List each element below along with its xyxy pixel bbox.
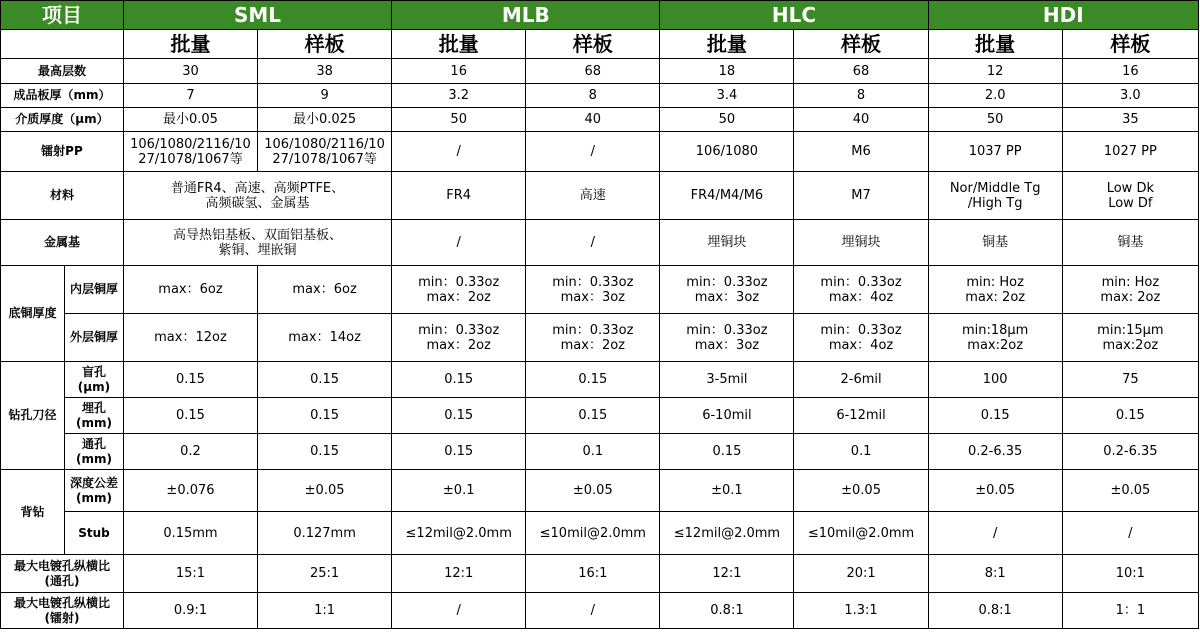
row-label: 材料 xyxy=(1,172,124,220)
table-cell: min：0.33oz max：2oz xyxy=(392,266,526,314)
table-row xyxy=(1,362,1199,398)
table-row xyxy=(1,593,1199,629)
row-label: 最大电镀孔纵横比 (通孔) xyxy=(1,555,124,593)
row-label: 外层铜厚 xyxy=(65,314,124,362)
table-cell: 50 xyxy=(392,108,526,132)
table-cell: 35 xyxy=(1062,108,1198,132)
table-cell: 16 xyxy=(392,59,526,84)
table-cell: 0.15 xyxy=(258,398,392,434)
table-cell: min：0.33oz max：3oz xyxy=(660,314,794,362)
table-row xyxy=(1,314,1199,362)
table-cell: ±0.1 xyxy=(392,470,526,512)
row-label: 介质厚度（μm） xyxy=(1,108,124,132)
table-cell: / xyxy=(526,132,660,172)
table-cell: 铜基 xyxy=(1062,220,1198,266)
table-cell: 106/1080/2116/10 27/1078/1067等 xyxy=(123,132,257,172)
table-cell: 1037 PP xyxy=(928,132,1062,172)
table-cell: 0.15 xyxy=(392,434,526,470)
table-cell: min：0.33oz max：3oz xyxy=(526,266,660,314)
table-cell: ≤10mil@2.0mm xyxy=(794,512,928,555)
group-label: 钻孔刀径 xyxy=(1,362,65,470)
table-cell: 0.15 xyxy=(258,362,392,398)
table-cell: / xyxy=(1062,512,1198,555)
table-cell: max：6oz xyxy=(258,266,392,314)
table-cell: 0.2 xyxy=(123,434,257,470)
table-cell: min：0.33oz max：4oz xyxy=(794,266,928,314)
subheader-sample: 样板 xyxy=(526,30,660,59)
table-cell: FR4 xyxy=(392,172,526,220)
table-cell: Nor/Middle Tg /High Tg xyxy=(928,172,1062,220)
header-sml: SML xyxy=(123,1,391,30)
table-cell: 2.0 xyxy=(928,84,1062,108)
table-cell: 8:1 xyxy=(928,555,1062,593)
table-cell: 0.8:1 xyxy=(660,593,794,629)
header-row xyxy=(1,1,1199,30)
table-cell: 9 xyxy=(258,84,392,108)
table-cell: 7 xyxy=(123,84,257,108)
table-cell: 最小0.05 xyxy=(123,108,257,132)
header-hlc: HLC xyxy=(660,1,928,30)
table-cell: max：12oz xyxy=(123,314,257,362)
table-cell: min：0.33oz max：2oz xyxy=(392,314,526,362)
table-cell: 6-10mil xyxy=(660,398,794,434)
table-cell: 106/1080 xyxy=(660,132,794,172)
table-row xyxy=(1,266,1199,314)
table-cell: min：0.33oz max：2oz xyxy=(526,314,660,362)
table-cell: 0.15mm xyxy=(123,512,257,555)
subheader-batch: 批量 xyxy=(660,30,794,59)
table-row xyxy=(1,398,1199,434)
header-mlb: MLB xyxy=(392,1,660,30)
table-cell: 0.15 xyxy=(928,398,1062,434)
table-cell: 0.127mm xyxy=(258,512,392,555)
table-cell: 高速 xyxy=(526,172,660,220)
table-cell: 2-6mil xyxy=(794,362,928,398)
subheader-sample: 样板 xyxy=(794,30,928,59)
table-cell: Low Dk Low Df xyxy=(1062,172,1198,220)
row-label: 最高层数 xyxy=(1,59,124,84)
table-cell: 0.15 xyxy=(526,398,660,434)
table-cell: 20:1 xyxy=(794,555,928,593)
group-label: 底铜厚度 xyxy=(1,266,65,362)
table-cell: ≤12mil@2.0mm xyxy=(392,512,526,555)
table-row xyxy=(1,220,1199,266)
table-cell: 30 xyxy=(123,59,257,84)
table-cell: min:18μm max:2oz xyxy=(928,314,1062,362)
table-cell: max：6oz xyxy=(123,266,257,314)
table-cell: 38 xyxy=(258,59,392,84)
table-cell: 3.4 xyxy=(660,84,794,108)
table-cell: ±0.076 xyxy=(123,470,257,512)
table-cell: 18 xyxy=(660,59,794,84)
table-cell: 1027 PP xyxy=(1062,132,1198,172)
table-cell: 0.1 xyxy=(794,434,928,470)
table-cell: 1.3:1 xyxy=(794,593,928,629)
table-cell: 16 xyxy=(1062,59,1198,84)
table-cell: 0.15 xyxy=(392,398,526,434)
table-cell: 最小0.025 xyxy=(258,108,392,132)
row-label: 最大电镀孔纵横比 (镭射) xyxy=(1,593,124,629)
table-cell: 0.2-6.35 xyxy=(1062,434,1198,470)
table-cell: 50 xyxy=(928,108,1062,132)
table-cell: 68 xyxy=(526,59,660,84)
table-cell: 106/1080/2116/10 27/1078/1067等 xyxy=(258,132,392,172)
table-cell: 50 xyxy=(660,108,794,132)
subheader-batch: 批量 xyxy=(392,30,526,59)
table-cell: max：14oz xyxy=(258,314,392,362)
table-cell: min：0.33oz max：4oz xyxy=(794,314,928,362)
table-row xyxy=(1,172,1199,220)
table-cell: 12:1 xyxy=(392,555,526,593)
table-cell: ±0.05 xyxy=(794,470,928,512)
table-cell: 埋铜块 xyxy=(794,220,928,266)
header-hdi: HDI xyxy=(928,1,1198,30)
table-cell: 3-5mil xyxy=(660,362,794,398)
row-label: 镭射PP xyxy=(1,132,124,172)
row-label: 盲孔 (μm) xyxy=(65,362,124,398)
subheader-empty xyxy=(1,30,124,59)
table-cell: 0.15 xyxy=(660,434,794,470)
table-cell: min:15μm max:2oz xyxy=(1062,314,1198,362)
subheader-sample: 样板 xyxy=(258,30,392,59)
subheader-row xyxy=(1,30,1199,59)
group-label: 背钻 xyxy=(1,470,65,555)
table-cell: 0.2-6.35 xyxy=(928,434,1062,470)
table-cell: M6 xyxy=(794,132,928,172)
table-cell: 1：1 xyxy=(1062,593,1198,629)
table-cell: 0.15 xyxy=(392,362,526,398)
table-cell: 0.1 xyxy=(526,434,660,470)
table-cell: 75 xyxy=(1062,362,1198,398)
table-cell: / xyxy=(526,220,660,266)
table-cell: 铜基 xyxy=(928,220,1062,266)
table-cell: ≤10mil@2.0mm xyxy=(526,512,660,555)
table-cell: min：0.33oz max：3oz xyxy=(660,266,794,314)
table-cell: 8 xyxy=(526,84,660,108)
table-cell: / xyxy=(392,220,526,266)
header-item: 项目 xyxy=(1,1,124,30)
row-label: 埋孔 (mm) xyxy=(65,398,124,434)
table-row xyxy=(1,555,1199,593)
row-label: 金属基 xyxy=(1,220,124,266)
table-cell: 高导热铝基板、双面铝基板、 紫铜、埋嵌铜 xyxy=(123,220,391,266)
row-label: 深度公差 (mm) xyxy=(65,470,124,512)
table-cell: / xyxy=(392,593,526,629)
row-label: 成品板厚（mm） xyxy=(1,84,124,108)
table-row xyxy=(1,434,1199,470)
table-cell: 0.15 xyxy=(258,434,392,470)
table-cell: 25:1 xyxy=(258,555,392,593)
table-cell: FR4/M4/M6 xyxy=(660,172,794,220)
table-cell: 埋铜块 xyxy=(660,220,794,266)
table-cell: 68 xyxy=(794,59,928,84)
table-cell: 0.15 xyxy=(123,398,257,434)
table-cell: ≤12mil@2.0mm xyxy=(660,512,794,555)
table-cell: 0.8:1 xyxy=(928,593,1062,629)
table-cell: 100 xyxy=(928,362,1062,398)
table-cell: ±0.05 xyxy=(258,470,392,512)
table-cell: ±0.05 xyxy=(526,470,660,512)
table-cell: 0.15 xyxy=(526,362,660,398)
row-label: Stub xyxy=(65,512,124,555)
table-cell: 16:1 xyxy=(526,555,660,593)
table-cell: 普通FR4、高速、高频PTFE、 高频碳氢、金属基 xyxy=(123,172,391,220)
table-row xyxy=(1,84,1199,108)
table-cell: 0.15 xyxy=(123,362,257,398)
table-row xyxy=(1,470,1199,512)
table-cell: 40 xyxy=(794,108,928,132)
table-cell: min: Hoz max: 2oz xyxy=(1062,266,1198,314)
table-row xyxy=(1,108,1199,132)
table-cell: ±0.05 xyxy=(1062,470,1198,512)
table-row xyxy=(1,59,1199,84)
table-cell: min: Hoz max: 2oz xyxy=(928,266,1062,314)
table-cell: 6-12mil xyxy=(794,398,928,434)
row-label: 内层铜厚 xyxy=(65,266,124,314)
table-cell: / xyxy=(526,593,660,629)
table-cell: 0.9:1 xyxy=(123,593,257,629)
table-cell: ±0.1 xyxy=(660,470,794,512)
table-cell: / xyxy=(392,132,526,172)
table-row xyxy=(1,512,1199,555)
table-cell: 15:1 xyxy=(123,555,257,593)
subheader-sample: 样板 xyxy=(1062,30,1198,59)
table-cell: 3.2 xyxy=(392,84,526,108)
table-cell: 3.0 xyxy=(1062,84,1198,108)
table-cell: 12:1 xyxy=(660,555,794,593)
table-cell: M7 xyxy=(794,172,928,220)
table-cell: 0.15 xyxy=(1062,398,1198,434)
subheader-batch: 批量 xyxy=(928,30,1062,59)
table-cell: 8 xyxy=(794,84,928,108)
row-label: 通孔 (mm) xyxy=(65,434,124,470)
table-cell: 40 xyxy=(526,108,660,132)
table-cell: ±0.05 xyxy=(928,470,1062,512)
table-cell: / xyxy=(928,512,1062,555)
subheader-batch: 批量 xyxy=(123,30,257,59)
table-cell: 10:1 xyxy=(1062,555,1198,593)
table-cell: 12 xyxy=(928,59,1062,84)
table-row xyxy=(1,132,1199,172)
table-cell: 1:1 xyxy=(258,593,392,629)
